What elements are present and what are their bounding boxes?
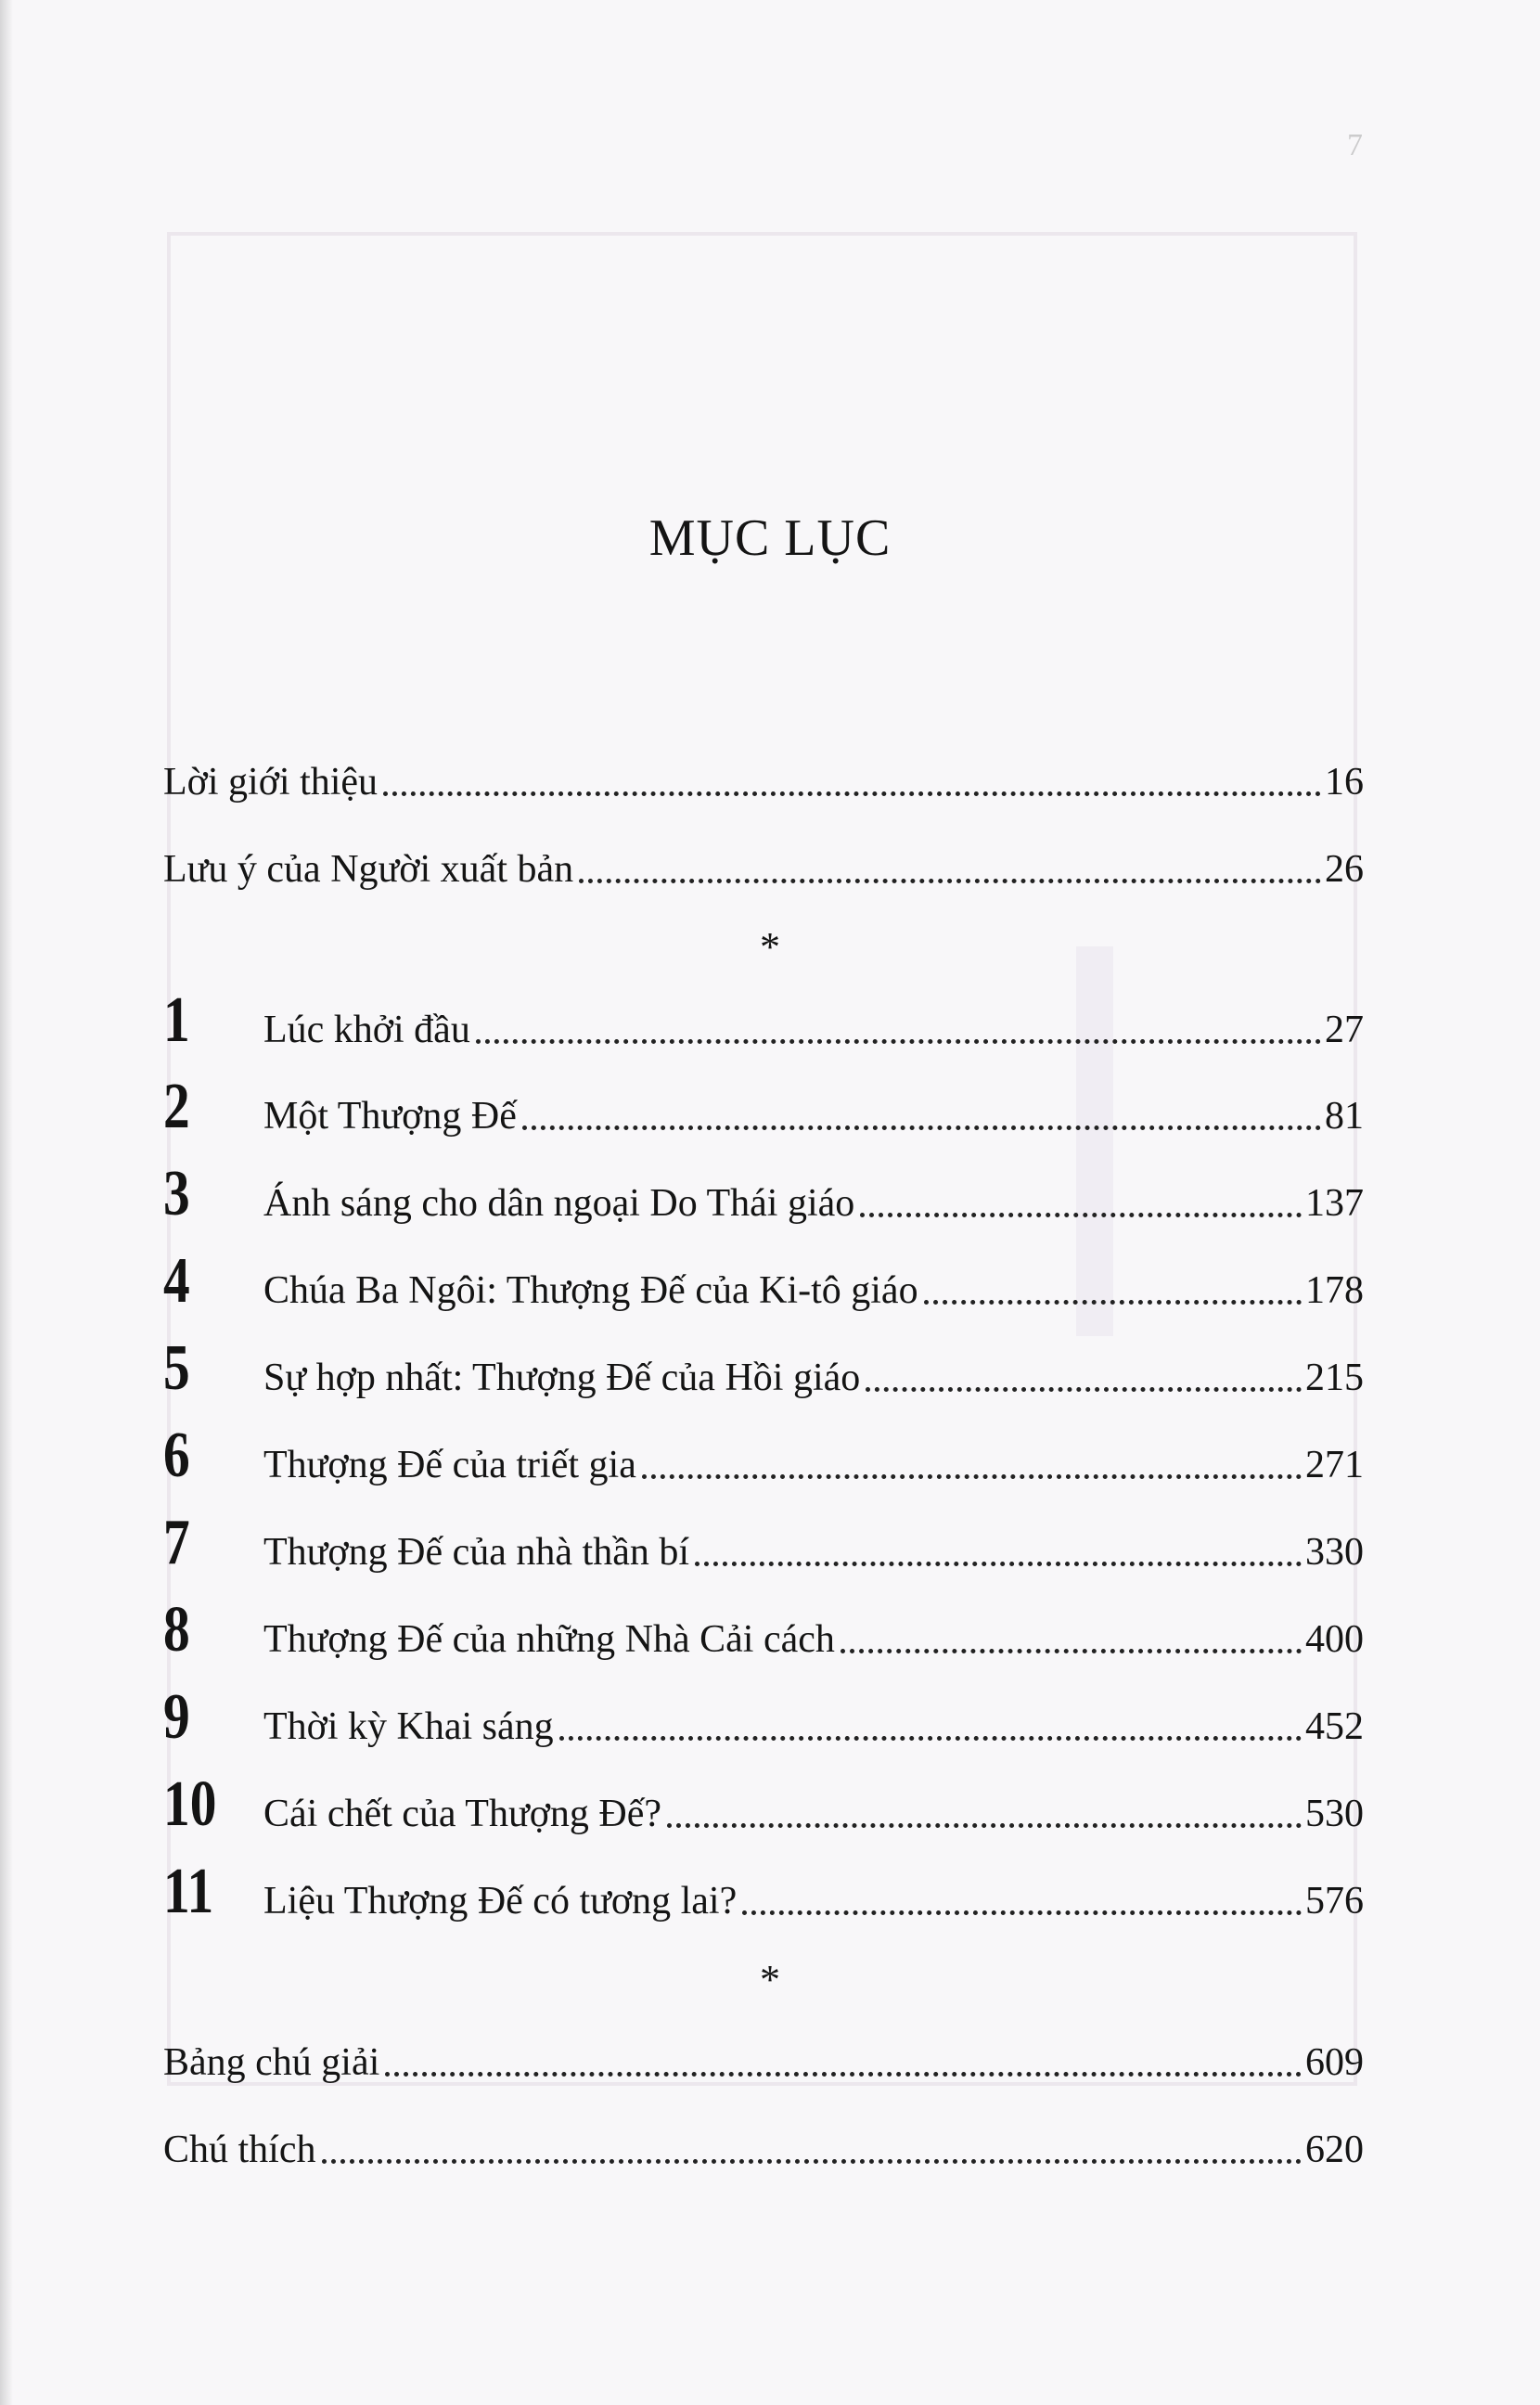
toc-page-number: 576 [1305, 1880, 1364, 1923]
toc-entry-title: Chú thích [163, 2128, 316, 2171]
chapter-number: 5 [163, 1332, 190, 1404]
toc-page-number: 81 [1325, 1095, 1364, 1138]
toc-page-number: 26 [1325, 848, 1364, 891]
section-separator-asterisk: * [760, 1957, 780, 2002]
chapter-number: 11 [163, 1856, 214, 1927]
toc-chapter-10 [163, 1768, 1364, 1840]
toc-page-number: 452 [1305, 1705, 1364, 1748]
toc-page-number: 330 [1305, 1531, 1364, 1574]
toc-page-number: 27 [1325, 1009, 1364, 1051]
toc-page-number: 530 [1305, 1793, 1364, 1835]
toc-chapter-6 [163, 1420, 1364, 1491]
chapter-title: Cái chết của Thượng Đế? [263, 1793, 662, 1835]
dot-leader [742, 1910, 1302, 1915]
toc-page-number: 609 [1305, 2041, 1364, 2084]
section-separator-asterisk: * [760, 924, 780, 970]
chapter-title: Một Thượng Đế [263, 1095, 517, 1138]
toc-page-number: 16 [1325, 761, 1364, 804]
dot-leader [322, 2159, 1303, 2164]
dot-leader [866, 1387, 1302, 1392]
toc-entry-front-1 [163, 837, 1364, 889]
toc-page-number: 620 [1305, 2128, 1364, 2171]
chapter-number: 10 [163, 1768, 217, 1840]
toc-chapter-9 [163, 1681, 1364, 1753]
chapter-title: Ánh sáng cho dân ngoại Do Thái giáo [263, 1182, 855, 1225]
toc-page-number: 215 [1305, 1357, 1364, 1399]
toc-page-number: 400 [1305, 1618, 1364, 1661]
toc-entry-title: Lưu ý của Người xuất bản [163, 848, 574, 891]
dot-leader [385, 2072, 1302, 2077]
chapter-number: 9 [163, 1681, 190, 1753]
toc-chapter-1 [163, 984, 1364, 1056]
dot-leader [667, 1823, 1302, 1828]
chapter-number: 8 [163, 1594, 190, 1665]
toc-entry-back-0 [163, 2030, 1364, 2082]
chapter-number: 6 [163, 1420, 190, 1491]
chapter-title: Thượng Đế của triết gia [263, 1444, 636, 1486]
chapter-number: 2 [163, 1071, 190, 1142]
toc-chapter-7 [163, 1507, 1364, 1578]
dot-leader [924, 1300, 1302, 1305]
chapter-number: 3 [163, 1158, 190, 1229]
chapter-title: Thượng Đế của nhà thần bí [263, 1531, 690, 1574]
toc-entry-title: Bảng chú giải [163, 2041, 380, 2084]
chapter-title: Thời kỳ Khai sáng [263, 1705, 554, 1748]
spine-shadow [0, 0, 13, 2405]
dot-leader [522, 1125, 1321, 1130]
page-corner-number: 7 [1347, 128, 1363, 162]
dot-leader [695, 1562, 1302, 1566]
toc-entry-back-1 [163, 2117, 1364, 2169]
toc-entry-front-0 [163, 750, 1364, 802]
toc-chapter-11 [163, 1856, 1364, 1927]
dot-leader [476, 1039, 1321, 1044]
dot-leader [383, 791, 1321, 796]
chapter-title: Sự hợp nhất: Thượng Đế của Hồi giáo [263, 1357, 861, 1399]
chapter-title: Lúc khởi đầu [263, 1009, 470, 1051]
toc-chapter-4 [163, 1245, 1364, 1317]
dot-leader [860, 1213, 1302, 1217]
toc-page-number: 271 [1305, 1444, 1364, 1486]
chapter-number: 7 [163, 1507, 190, 1578]
chapter-title: Thượng Đế của những Nhà Cải cách [263, 1618, 835, 1661]
toc-entry-title: Lời giới thiệu [163, 761, 379, 804]
chapter-number: 4 [163, 1245, 190, 1317]
chapter-title: Liệu Thượng Đế có tương lai? [263, 1880, 738, 1923]
toc-chapter-2 [163, 1071, 1364, 1142]
toc-chapter-8 [163, 1594, 1364, 1665]
dot-leader [841, 1649, 1302, 1653]
toc-chapter-3 [163, 1158, 1364, 1229]
dot-leader [559, 1736, 1302, 1741]
toc-page-number: 178 [1305, 1269, 1364, 1312]
dot-leader [579, 879, 1321, 883]
toc-title: MỤC LỤC [648, 509, 892, 567]
dot-leader [642, 1474, 1302, 1479]
toc-chapter-5 [163, 1332, 1364, 1404]
toc-page-number: 137 [1305, 1182, 1364, 1225]
chapter-title: Chúa Ba Ngôi: Thượng Đế của Ki-tô giáo [263, 1269, 918, 1312]
chapter-number: 1 [163, 984, 190, 1056]
